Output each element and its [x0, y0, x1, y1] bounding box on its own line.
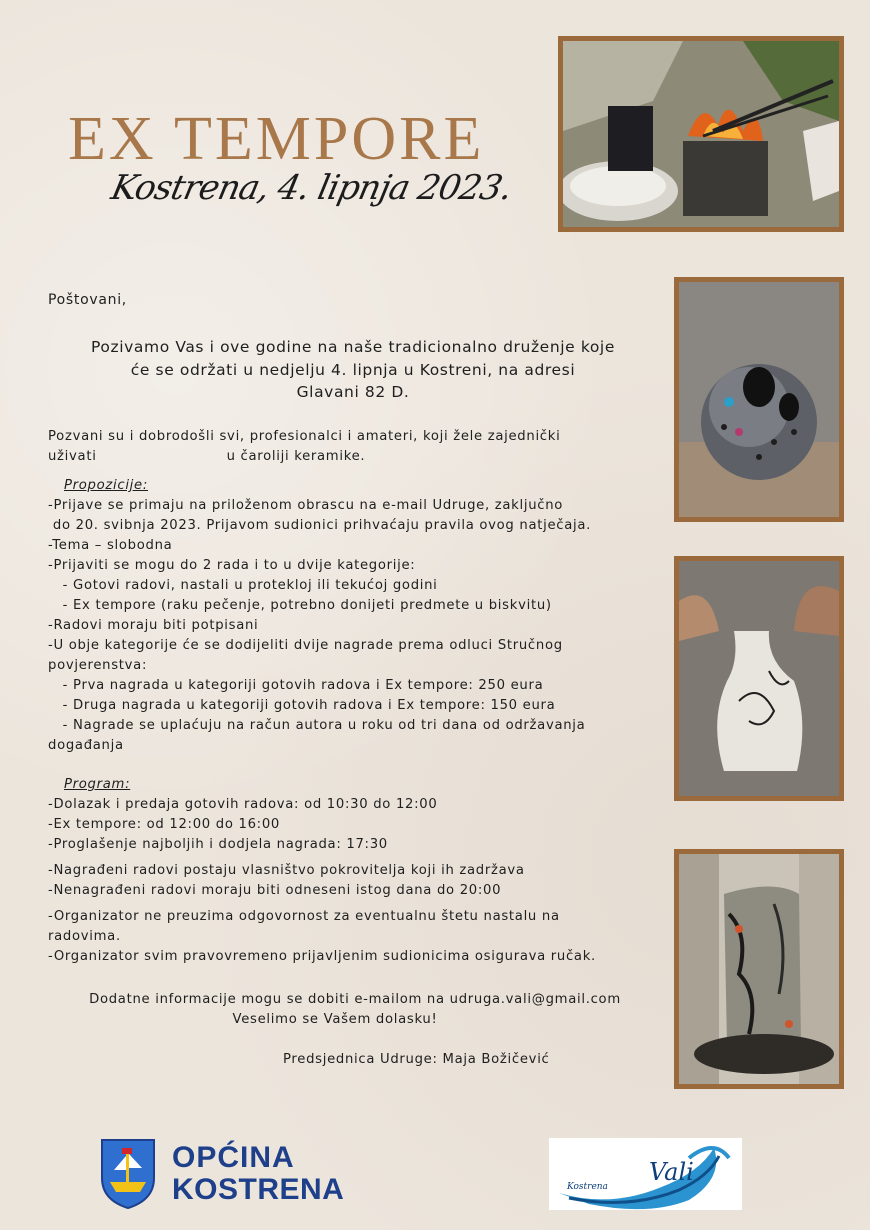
list-item: povjerenstva:	[48, 658, 148, 673]
list-item: -Organizator svim pravovremeno prijavljenim sudionicima osigurava ručak.	[48, 949, 596, 964]
propozicije-section	[48, 476, 668, 756]
list-item: -Prijaviti se mogu do 2 rada i to u dvije kategorije:	[48, 558, 416, 573]
udruga-vali-logo	[549, 1138, 742, 1210]
logo-small-text: Kostrena	[567, 1182, 608, 1192]
invitation-paragraph	[40, 336, 666, 404]
list-item: - Prva nagrada u kategoriji gotovih radova i Ex tempore: 250 eura	[48, 678, 544, 693]
photo-raku-fire	[558, 36, 844, 232]
page-title: EX TEMPORE	[68, 105, 485, 173]
logo-line-1: OPĆINA	[172, 1141, 295, 1174]
list-item: do 20. svibnja 2023. Prijavom sudionici prihvaćaju pravila ovog natječaja.	[48, 518, 592, 533]
program-section	[48, 775, 668, 967]
invited-line-1: Pozvani su i dobrodošli svi, profesionalci i amateri, koji žele zajednički	[48, 429, 561, 444]
invited-line-2	[48, 447, 365, 467]
list-item: -U obje kategorije će se dodijeliti dvije nagrade prema odluci Stručnog	[48, 638, 563, 653]
photo-white-vase	[674, 556, 844, 801]
page-subtitle: Kostrena, 4. lipnja 2023.	[107, 168, 516, 208]
opcina-kostrena-logo	[100, 1138, 380, 1210]
list-item: -Radovi moraju biti potpisani	[48, 618, 259, 633]
logo-line-2: KOSTRENA	[172, 1173, 345, 1206]
list-item: događanja	[48, 738, 124, 753]
list-item: - Gotovi radovi, nastali u protekloj ili tekućoj godini	[48, 578, 438, 593]
contact-info: Dodatne informacije mogu se dobiti e-mailom na udruga.vali@gmail.com	[89, 992, 621, 1007]
list-item: -Proglašenje najboljih i dodjela nagrada: 17:30	[48, 837, 388, 852]
coat-of-arms-icon	[100, 1138, 156, 1210]
list-item: -Organizator ne preuzima odgovornost za eventualnu štetu nastalu na	[48, 909, 560, 924]
list-item: radovima.	[48, 929, 121, 944]
logo-big-text: Vali	[649, 1158, 694, 1186]
welcome-line: Veselimo se Vašem dolasku!	[232, 1012, 438, 1027]
propozicije-title: Propozicije:	[64, 478, 149, 493]
invitation-line: će se održati u nedjelju 4. lipnja u Kostreni, na adresi	[130, 360, 576, 379]
list-item: -Nagrađeni radovi postaju vlasništvo pokrovitelja koji ih zadržava	[48, 863, 525, 878]
invitation-line: Pozivamo Vas i ove godine na naše tradicionalno druženje koje	[91, 338, 615, 356]
wave-icon	[549, 1138, 742, 1210]
signature: Predsjednica Udruge: Maja Božičević	[283, 1052, 550, 1067]
list-item: -Tema – slobodna	[48, 538, 173, 553]
list-item: -Dolazak i predaja gotovih radova: od 10:30 do 12:00	[48, 797, 438, 812]
invited-text: u čaroliji keramike.	[226, 449, 366, 464]
list-item: -Prijave se primaju na priloženom obrascu na e-mail Udruge, zaključno	[48, 498, 564, 513]
list-item: - Nagrade se uplaćuju na račun autora u roku od tri dana od održavanja	[48, 718, 586, 733]
invited-text: uživati	[48, 449, 97, 464]
list-item: - Druga nagrada u kategoriji gotovih radova i Ex tempore: 150 eura	[48, 698, 556, 713]
list-item: -Ex tempore: od 12:00 do 16:00	[48, 817, 280, 832]
photo-sphere-vessel	[674, 277, 844, 522]
program-title: Program:	[64, 777, 131, 792]
list-item: -Nenagrađeni radovi moraju biti odneseni istog dana do 20:00	[48, 883, 502, 898]
photo-raku-vessel	[674, 849, 844, 1089]
greeting: Poštovani,	[48, 292, 127, 308]
list-item: - Ex tempore (raku pečenje, potrebno donijeti predmete u biskvitu)	[48, 598, 552, 613]
invitation-line: Glavani 82 D.	[296, 383, 410, 401]
